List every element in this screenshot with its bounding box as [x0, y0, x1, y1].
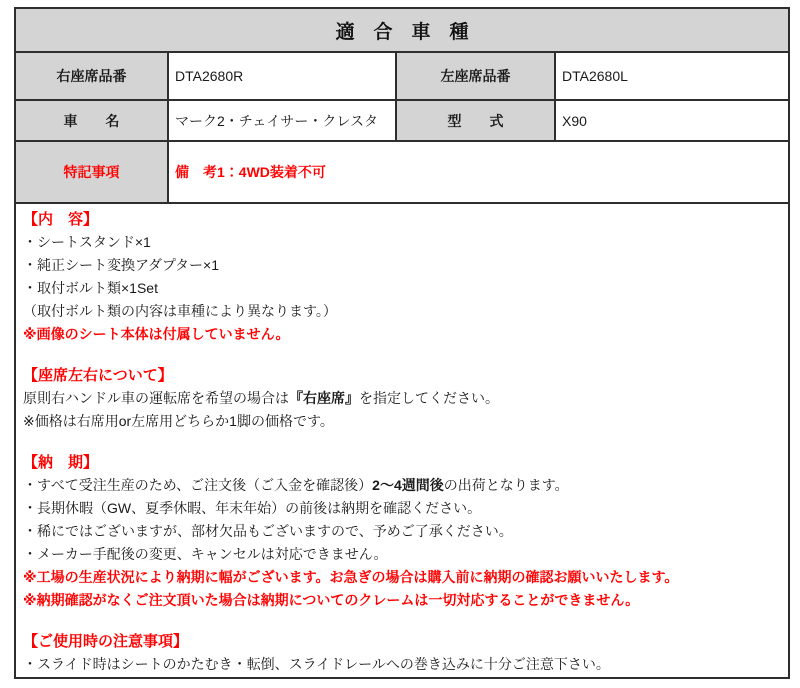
note-line: ・取付ボルト類×1Set — [23, 280, 158, 296]
note-line: ・純正シート変換アダプター×1 — [23, 257, 220, 273]
right-seat-part-value: DTA2680R — [169, 53, 397, 99]
note-line: ・稀にではございますが、部材欠品もございますので、予めご了承ください。 — [23, 523, 513, 539]
spec-table-title: 適 合 車 種 — [16, 9, 788, 53]
left-seat-part-value: DTA2680L — [562, 68, 628, 84]
product-spec-sheet — [14, 7, 790, 679]
note-line: ・シートスタンド×1 — [23, 234, 151, 250]
note-line: ・すべて受注生産のため、ご注文後（ご入金を確認後）2～4週間後の出荷となります。 — [23, 477, 569, 493]
notes-section — [23, 451, 780, 612]
car-name-value: マーク2・チェイサー・クレスタ — [169, 101, 397, 140]
section-heading: 【座席左右について】 — [23, 367, 173, 384]
notes-section — [23, 630, 780, 676]
car-name-label: 車 名 — [16, 101, 169, 140]
section-heading: 【ご使用時の注意事項】 — [23, 633, 189, 650]
note-line: 原則右ハンドル車の運転席を希望の場合は『右座席』を指定してください。 — [23, 390, 499, 406]
table-row — [16, 53, 788, 101]
right-seat-part-label: 右座席品番 — [16, 53, 169, 99]
model-code-value: X90 — [562, 112, 587, 129]
section-heading: 【納 期】 — [23, 454, 99, 471]
note-line: （取付ボルト類の内容は車種により異なります。） — [23, 303, 337, 319]
note-line: ・メーカー手配後の変更、キャンセルは対応できません。 — [23, 546, 388, 562]
notes-section — [23, 208, 780, 346]
left-seat-part-label: 左座席品番 — [397, 53, 556, 99]
special-notes-label: 特記事項 — [16, 142, 169, 202]
note-line: ※価格は右席用or左席用どちらか1脚の価格です。 — [23, 413, 334, 429]
note-line: ※工場の生産状況により納期に幅がございます。お急ぎの場合は購入前に納期の確認お願いいたします。 — [23, 569, 679, 585]
notes-section — [23, 364, 780, 433]
note-line: ・スライド時はシートのかたむき・転倒、スライドレールへの巻き込みに十分ご注意下さい。 — [23, 656, 610, 672]
note-line: ※納期確認がなくご注文頂いた場合は納期についてのクレームは一切対応することができません。 — [23, 592, 640, 608]
table-row — [16, 142, 788, 204]
note-line: ※画像のシート本体は付属していません。 — [23, 326, 290, 342]
model-code-label: 型 式 — [397, 101, 556, 140]
notes-area — [16, 204, 788, 676]
note-line: ・長期休暇（GW、夏季休暇、年末年始）の前後は納期を確認ください。 — [23, 500, 482, 516]
special-notes-value: 備 考1：4WD装着不可 — [175, 164, 326, 180]
section-heading: 【内 容】 — [23, 211, 99, 228]
table-row — [16, 101, 788, 142]
